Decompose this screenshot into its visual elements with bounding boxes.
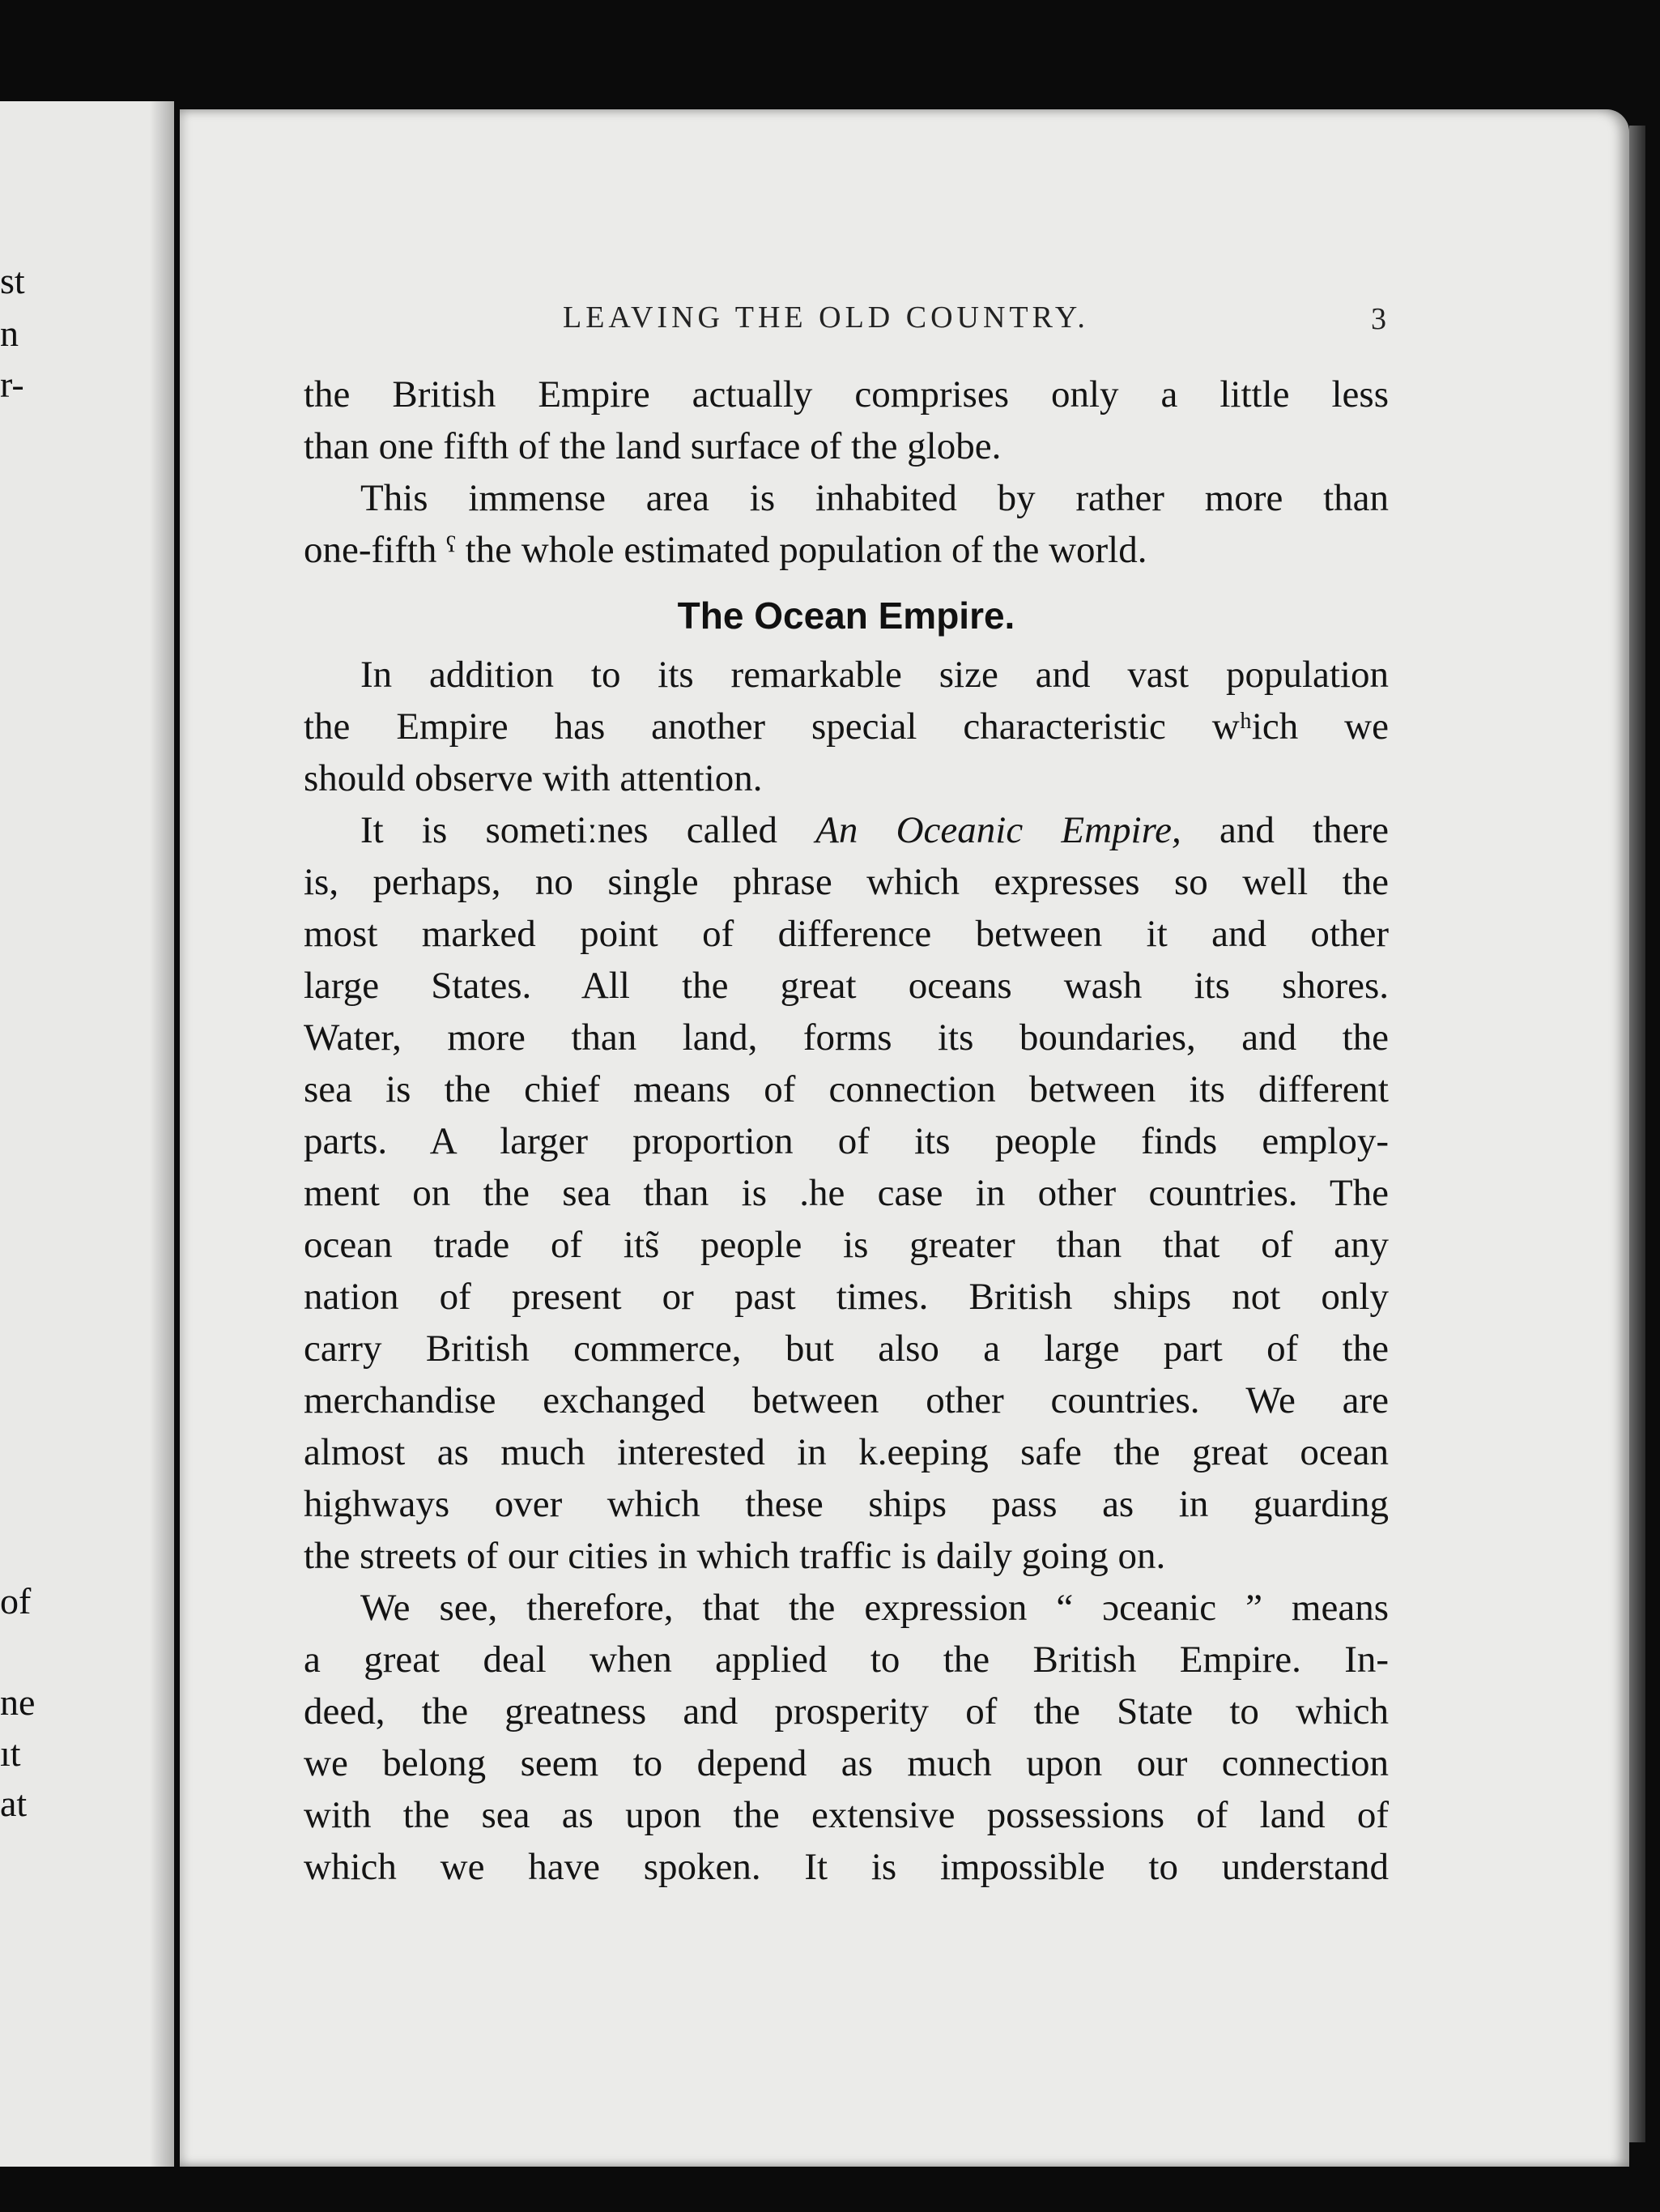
paragraph-line: we belong seem to depend as much upon our connection	[304, 1742, 1389, 1784]
paragraph-line: which we have spoken. It is impossible to understand	[304, 1846, 1389, 1888]
paragraph-line: In addition to its remarkable size and vast population	[360, 654, 1389, 696]
paragraph-line: parts. A larger proportion of its people finds employ-	[304, 1120, 1389, 1162]
paragraph-1	[304, 369, 1389, 472]
paragraph-line: sea is the chief means of connection between its different	[304, 1068, 1389, 1110]
paragraph-line: Water, more than land, forms its boundaries, and the	[304, 1016, 1389, 1059]
left-page-fragment: st	[0, 260, 25, 301]
paragraph-line	[304, 804, 1389, 856]
left-page-fragment: ne	[0, 1681, 36, 1723]
left-page-fragment: of	[0, 1580, 32, 1622]
line-text: It is sometiːnes called	[360, 809, 816, 851]
left-facing-page	[0, 101, 174, 2167]
page-number: 3	[1371, 302, 1386, 336]
section-heading: The Ocean Empire.	[677, 595, 1015, 637]
paragraph-line: ment on the sea than is .he case in other countries. The	[304, 1172, 1389, 1214]
running-title: LEAVING THE OLD COUNTRY.	[563, 300, 1089, 335]
left-page-fragment: at	[0, 1783, 28, 1824]
paragraph-line: than one fifth of the land surface of the globe.	[304, 425, 1002, 467]
paragraph-line: This immense area is inhabited by rather more than	[360, 477, 1389, 519]
paragraph-line: a great deal when applied to the British Empire. In-	[304, 1639, 1389, 1681]
paragraph-line: one-fifth ˁ the whole estimated population of the world.	[304, 529, 1147, 571]
paragraph-5	[304, 1582, 1389, 1893]
paragraph-line: ocean trade of its̃ people is greater than that of any	[304, 1224, 1389, 1266]
paragraph-line: merchandise exchanged between other countries. We are	[304, 1379, 1389, 1421]
paragraph-line: the British Empire actually comprises only a little less	[304, 373, 1389, 416]
paragraph-4	[304, 804, 1389, 1582]
paragraph-line: the Empire has another special characteristic wʰich we	[304, 705, 1389, 748]
paragraph-3	[304, 649, 1389, 804]
paragraph-line: most marked point of difference between it and other	[304, 913, 1389, 955]
paragraph-line: the streets of our cities in which traffic is daily going on.	[304, 1535, 1166, 1577]
left-page-fragment: ıt	[0, 1733, 21, 1774]
gutter-shadow	[150, 101, 174, 2167]
paragraph-line: large States. All the great oceans wash its shores.	[304, 965, 1389, 1007]
paragraph-line: highways over which these ships pass as in guarding	[304, 1483, 1389, 1525]
paragraph-line: should observe with attention.	[304, 757, 763, 799]
left-page-fragment: r-	[0, 364, 24, 405]
paragraph-line: almost as much interested in k.eeping safe the great ocean	[304, 1431, 1389, 1473]
page-header	[0, 300, 1660, 348]
paragraph-line: nation of present or past times. British ships not only	[304, 1276, 1389, 1318]
paragraph-2	[304, 472, 1389, 576]
body-text	[304, 369, 1389, 1893]
italic-phrase: An Oceanic Empire,	[815, 809, 1181, 851]
paragraph-line: deed, the greatness and prosperity of the State to which	[304, 1690, 1389, 1733]
line-text: and there	[1181, 809, 1389, 851]
paragraph-line: is, perhaps, no single phrase which expresses so well the	[304, 861, 1389, 903]
left-page-fragment: n	[0, 313, 19, 354]
page-edge	[1629, 126, 1645, 2142]
paragraph-line: with the sea as upon the extensive possessions of land of	[304, 1794, 1389, 1836]
paragraph-line: carry British commerce, but also a large part of the	[304, 1328, 1389, 1370]
paragraph-line: We see, therefore, that the expression “ ɔceanic ” means	[360, 1587, 1389, 1629]
